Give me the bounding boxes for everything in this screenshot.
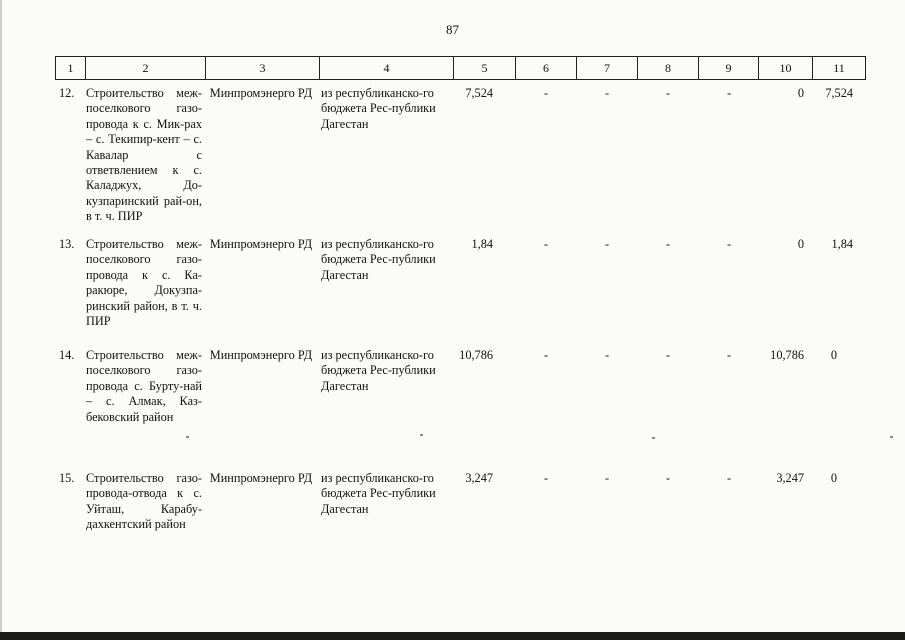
scan-bottom-edge — [0, 632, 905, 640]
header-col-1: 1 — [55, 57, 85, 79]
funding-source: из республиканско-го бюджета Рес-публики Дагестан — [321, 86, 436, 131]
col-7-value: - — [604, 348, 610, 362]
col-9-value: - — [726, 348, 732, 362]
header-col-3: 3 — [205, 57, 319, 79]
header-col-9: 9 — [698, 57, 758, 79]
col-9-value: - — [726, 237, 732, 251]
col-9-value: - — [726, 471, 732, 485]
page-number: 87 — [446, 22, 459, 37]
executor: Минпромэнерго РД — [209, 237, 313, 251]
col-6-value: - — [543, 237, 549, 251]
col-7-value: - — [604, 471, 610, 485]
col-10-value: 10,786 — [770, 348, 804, 362]
col-6-value: - — [543, 471, 549, 485]
col-8-value: - — [665, 237, 671, 251]
row-number: 15. — [59, 471, 75, 485]
scan-speck — [890, 436, 893, 438]
header-col-8: 8 — [637, 57, 698, 79]
total-amount: 3,247 — [465, 471, 493, 485]
total-amount: 7,524 — [465, 86, 493, 100]
header-col-6: 6 — [515, 57, 576, 79]
col-8-value: - — [665, 86, 671, 100]
header-col-11: 11 — [812, 57, 866, 79]
scan-left-edge — [0, 0, 2, 640]
row-number: 14. — [59, 348, 75, 362]
col-6-value: - — [543, 86, 549, 100]
scan-speck — [420, 434, 423, 436]
col-7-value: - — [604, 237, 610, 251]
total-amount: 10,786 — [459, 348, 493, 362]
header-col-5: 5 — [453, 57, 515, 79]
funding-source: из республиканско-го бюджета Рес-публики Дагестан — [321, 237, 436, 282]
row-number: 12. — [59, 86, 75, 100]
table-header-row — [55, 56, 866, 80]
project-name: Строительство меж-поселкового газо-провода с. Бурту-най – с. Алмак, Каз-бековский район — [86, 348, 202, 424]
scan-speck — [186, 436, 189, 438]
col-10-value: 0 — [797, 86, 804, 100]
col-10-value: 0 — [797, 237, 804, 251]
col-11-value: 0 — [830, 471, 838, 485]
col-7-value: - — [604, 86, 610, 100]
executor: Минпромэнерго РД — [209, 86, 313, 100]
executor: Минпромэнерго РД — [209, 471, 313, 485]
executor: Минпромэнерго РД — [209, 348, 313, 362]
col-11-value: 7,524 — [825, 86, 853, 100]
total-amount: 1,84 — [471, 237, 493, 251]
col-6-value: - — [543, 348, 549, 362]
col-10-value: 3,247 — [776, 471, 804, 485]
header-col-10: 10 — [758, 57, 812, 79]
header-col-7: 7 — [576, 57, 637, 79]
col-11-value: 0 — [830, 348, 838, 362]
col-11-value: 1,84 — [831, 237, 853, 251]
funding-source: из республиканско-го бюджета Рес-публики Дагестан — [321, 348, 436, 393]
scan-speck — [652, 437, 655, 439]
header-col-4: 4 — [319, 57, 453, 79]
funding-source: из республиканско-го бюджета Рес-публики Дагестан — [321, 471, 436, 516]
project-name: Строительство меж-поселкового газо-провода к с. Мик-рах – с. Текипир-кент – с. Кавалар с ответвлением к с. Каладжух, До-кузпаринский рай-он, в т. ч. ПИР — [86, 86, 202, 224]
col-8-value: - — [665, 471, 671, 485]
col-8-value: - — [665, 348, 671, 362]
project-name: Строительство меж-поселкового газо-провода к с. Ка-ракюре, Докузпа-ринский район, в т. ч. ПИР — [86, 237, 202, 329]
row-number: 13. — [59, 237, 75, 251]
header-col-2: 2 — [85, 57, 205, 79]
col-9-value: - — [726, 86, 732, 100]
project-name: Строительство газо-провода-отвода к с. Уйташ, Карабу-дахкентский район — [86, 471, 202, 532]
